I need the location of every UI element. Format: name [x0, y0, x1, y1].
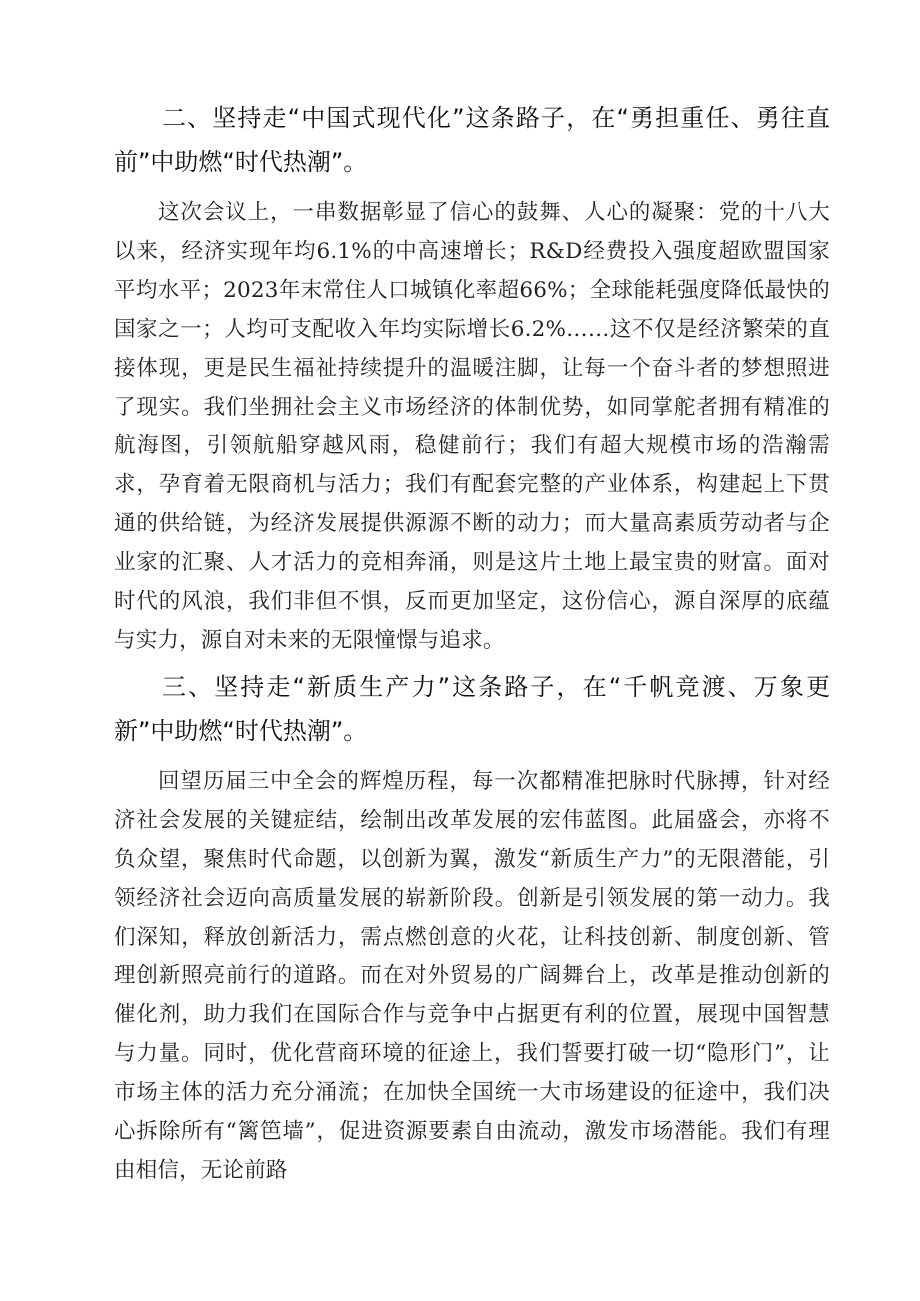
section-paragraph-3: 回望历届三中全会的辉煌历程，每一次都精准把脉时代脉搏，针对经济社会发展的关键症结，绘制出改革发展的宏伟蓝图。此届盛会，亦将不负众望，聚焦时代命题，以创新为翼，激发“新质生产力”的无限潜能，引领经济社会迈向高质量发展的崭新阶段。创新是引领发展的第一动力。我们深知，释放创新活力，需点燃创意的火花，让科技创新、制度创新、管理创新照亮前行的道路。而在对外贸易的广阔舞台上，改革是推动创新的催化剂，助力我们在国际合作与竞争中占据更有利的位置，展现中国智慧与力量。同时，优化营商环境的征途上，我们誓要打破一切“隐形门”，让市场主体的活力充分涌流；在加快全国统一大市场建设的征途中，我们决心拆除所有“篱笆墙”，促进资源要素自由流动，激发市场潜能。我们有理由相信，无论前路	[114, 768, 830, 1183]
document-body	[114, 96, 830, 1191]
section-heading-3: 三、坚持走“新质生产力”这条路子，在“千帆竞渡、万象更新”中助燃“时代热潮”。	[114, 672, 830, 745]
section-heading-2: 二、坚持走“中国式现代化”这条路子，在“勇担重任、勇往直前”中助燃“时代热潮”。	[114, 104, 830, 176]
section-paragraph-2: 这次会议上，一串数据彰显了信心的鼓舞、人心的凝聚：党的十八大以来，经济实现年均6.1%的中高速增长；R&D经费投入强度超欧盟国家平均水平；2023年末常住人口城镇化率超66%；全球能耗强度降低最快的国家之一；人均可支配收入年均实际增长6.2%……这不仅是经济繁荣的直接体现，更是民生福祉持续提升的温暖注脚，让每一个奋斗者的梦想照进了现实。我们坐拥社会主义市场经济的体制优势，如同掌舵者拥有精准的航海图，引领航船穿越风雨，稳健前行；我们有超大规模市场的浩瀚需求，孕育着无限商机与活力；我们有配套完整的产业体系，构建起上下贯通的供给链，为经济发展提供源源不断的动力；而大量高素质劳动者与企业家的汇聚、人才活力的竞相奔涌，则是这片土地上最宝贵的财富。面对时代的风浪，我们非但不惧，反而更加坚定，这份信心，源自深厚的底蕴与实力，源自对未来的无限憧憬与追求。	[114, 200, 830, 653]
